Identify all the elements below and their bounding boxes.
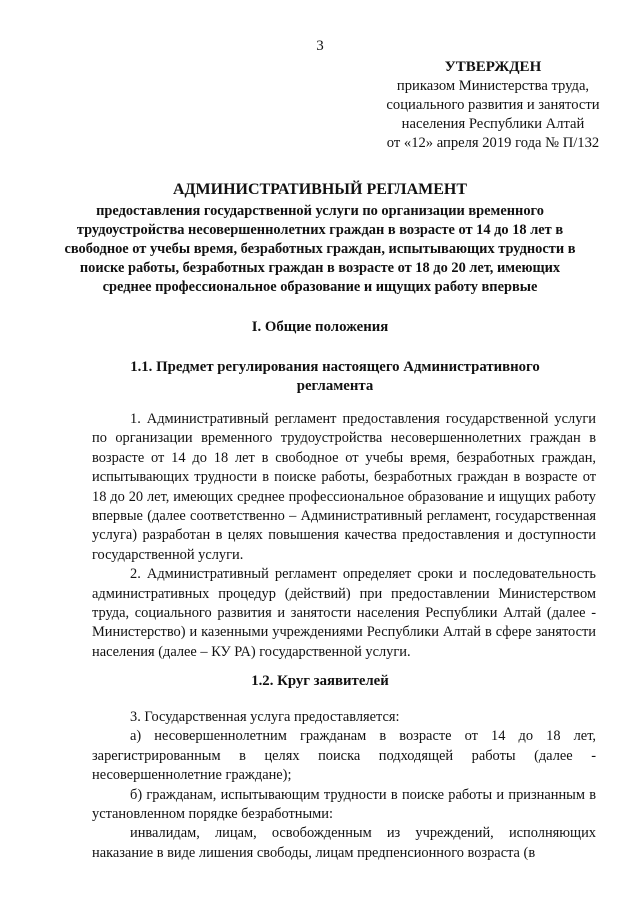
page-number: 3 <box>316 38 324 54</box>
document-title-main: АДМИНИСТРАТИВНЫЙ РЕГЛАМЕНТ <box>172 181 468 198</box>
approval-block <box>368 58 618 153</box>
subsection-1-1-body <box>92 410 596 662</box>
approval-line: социального развития и занятости <box>386 97 600 113</box>
paragraph: а) несовершеннолетним гражданам в возрасте от 14 до 18 лет, зарегистрированным в целях поиска подходящей работы (далее - несовершеннолетние граждане); <box>92 728 596 784</box>
document-title <box>60 180 580 297</box>
subsection-1-2-body <box>92 708 596 863</box>
paragraph: инвалидам, лицам, освобожденным из учреждений, исполняющих наказание в виде лишения свободы, лицам предпенсионного возраста (в <box>92 825 596 861</box>
approval-line: от «12» апреля 2019 года № П/132 <box>386 135 600 151</box>
subsection-heading: 1.1. Предмет регулирования настоящего Административного регламента <box>130 359 540 394</box>
document-title-subtitle: предоставления государственной услуги по организации временного трудоустройства несовершеннолетних граждан в возрасте от 14 до 18 лет в свободное от учебы время, безработных граждан, испытывающих трудности в поиске работы, безработных граждан в возрасте от 18 до 20 лет, имеющих среднее профессиональное образование и ищущих работу впервые <box>64 203 576 295</box>
section-heading: I. Общие положения <box>251 319 389 335</box>
approval-title: УТВЕРЖДЕН <box>444 59 542 75</box>
subsection-heading: 1.2. Круг заявителей <box>251 673 389 689</box>
paragraph: б) гражданам, испытывающим трудности в поиске работы и признанным в установленном порядке безработными: <box>92 786 596 823</box>
approval-line: населения Республики Алтай <box>401 116 585 132</box>
paragraph: 2. Административный регламент определяет сроки и последовательность административных процедур (действий) при предоставлении Министерством труда, социального развития и занятости населения Республики Алтай (далее - Министерство) и казенными учреждениями Республики Алтай в сфере занятости населения (далее – КУ РА) государственной услуги. <box>92 566 596 660</box>
paragraph: 3. Государственная услуга предоставляется: <box>130 709 400 725</box>
approval-line: приказом Министерства труда, <box>396 78 590 94</box>
paragraph: 1. Административный регламент предоставления государственной услуги по организации временного трудоустройства несовершеннолетних граждан в возрасте от 14 до 18 лет в свободное от учебы время, безработных граждан, испытывающих трудности в поиске работы, безработных граждан в возрасте от 18 до 20 лет, имеющих среднее профессиональное образование и ищущих работу впервые (далее соответственно – Административный регламент, государственная услуга) разработан в целях повышения качества предоставления и доступности государственной услуги. <box>92 411 596 563</box>
